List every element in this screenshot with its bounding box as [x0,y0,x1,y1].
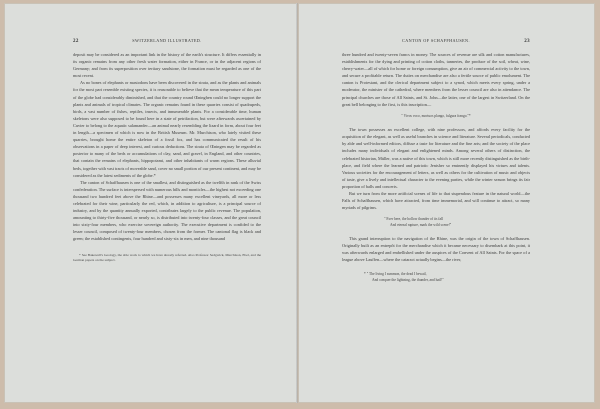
verse-footnote-line: * " The living I summon, the dead I bewail, [364,272,427,277]
page-number: 23 [524,39,530,44]
inscription-text: " Vivos voco, mortuos plango, fulgura frango."* [401,113,471,118]
body-paragraph: As no bones of elephants or mastodons have been discovered in the strata, and as the plants and animals for the most part resemble existing species, it is reasonable to believe that the mean temperature of this part of the globe had considerably diminished, and that the country round Œninghen could no longer support the plants and animals of tropical climates. The organic remains found in these quarries consist of quadrupeds, birds, a vast number of fishes, reptiles, insects, and innumerable plants. For a considerable time, human skeletons were also supposed to be found here in a state of petrifaction, but were afterwards ascertained by Cuvier to belong to the aquatic salamander—an animal nearly resembling the lizard in form, about four feet in length—a specimen of which is now in the British Museum. Mr. Murchison, who lately visited these quarries, brought home the entire skeleton of a fossil fox, and has communicated the result of his observations in a paper of deep interest, and curious deductions. The strata of Œningen may be regarded as posterior to many of the beds or accumulations of clay, sand, and gravel, in England, and other countries, that contain the remains of elephants, hippopotami, and other inhabitants of warm regions. These alluvial beds, together with vast tracts of moveable sand, cover no small portion of our present continent, and may be considered as the latest sediments of the globe.* [73,80,261,178]
page-number: 22 [73,39,79,44]
body-paragraph: The town possesses an excellent college, with nine professors, and affords every facility for the acquisition of the elegant, as well as useful branches in science and literature. Several periodicals, conducted by able and well-informed editors, diffuse a taste for literature and the fine arts; and the society of the place includes many individuals of elegant and enlightened minds. Among several others of distinction, the celebrated historian, Müller, was a native of this town, which is still more recently distinguished as the birth-place, and field where the learned and patriotic Jenisher so eminently displayed his virtues and talents. Various societies for the encouragement of letters, as well as others for the cultivation of music and objects of taste, give a lively and intellectual character to the evening parties, while the winter season brings its fair proportion of balls and concerts. [342,127,530,189]
running-head [73,38,261,45]
verse-line: " Ever here, the hollow thunder of its fall [384,217,444,222]
right-page [342,38,530,283]
verse-footnote [342,272,530,283]
body-paragraph: three hundred and twenty-seven francs in money. The sources of revenue are silk and cotton manufactures, establishments for the dying and printing of cotton cloths, tanneries, the produce of the soil, wheat, wine, cherry-water—all of which for home or foreign consumption, give an air of commercial activity to the town, and secure a profitable return. The duties on merchandise are also a fertile source of public emolument. The canton is Protestant, and the clerical department subject to a synod, which meets every spring, under a moderator, the minister of the cathedral, where members from the lesser council are also in attendance. The principal churches are those of All Saints, and St. John—the latter, one of the largest in Switzerland. On the great bell belonging to the first, is this inscription— [342,52,530,107]
body-paragraph: The canton of Schaffhausen is one of the smallest, and distinguished as the twelfth in rank of the Swiss confederation. The surface is interspersed with numerous hills and monticles—the highest not exceeding one thousand two hundred feet above the Rhine—and possesses many excellent vineyards, all more or less celebrated for their wine, particularly the red, which, in addition to agriculture, is a principal source of industry, and by the quantity annually exported, contributes largely to the public revenue. The population, amounting to thirty-five thousand, or nearly so, is distributed into twenty-four classes, and the great council into sixty-four members, who exercise sovereign authority. The executive department is confided to the lesser council, composed of twenty-four members, chosen from the former. The cantonal flag is black and green; the established contingents, four hundred and sixty-six in men, and nine thousand [73,179,261,242]
body-paragraph: This grand interruption to the navigation of the Rhine, was the origin of the town of Schaffhausen. Originally built as an entrepôt for the merchandise which it became necessary to disembark at this point, it was afterwards enlarged and embellished under the auspices of the Convent of All Saints. For the space of a league above Lauffen—where the cataract actually begins—the river, [342,236,530,263]
running-head-title: CANTON OF SCHAFFHAUSEN. [402,38,470,43]
running-head [342,38,530,45]
verse-quotation [342,217,530,228]
body-paragraph: But we turn from the more artificial scenes of life to that stupendous feature in the natural world—the Falls of Schaffhausen, which have attracted, from time immemorial, and will continue to attract, so many myriads of pilgrims. [342,191,530,211]
verse-line: And eternal rapture, mark the wild scene!" [390,222,452,227]
body-paragraph: deposit may be considered as an important link in the history of the earth's structure. It differs essentially in its organic remains from any other fresh water formation, either in France, or in the adjacent regions of Germany; and from its superposition over tertiary sandstone, the formation must be regarded as one of the most recent. [73,52,261,79]
book-spine [296,3,299,403]
verse-footnote-line: And conquer the lightning, the thunder, and hail!" [372,277,444,282]
footnote: * See Bakewell's Geology, the able work to which we have already referred. Also Professor Sedgwick, Murchison, Ebel, and the German papers on the subject. [73,252,261,263]
bell-inscription [342,114,530,119]
left-page [73,38,261,267]
running-head-title: SWITZERLAND ILLUSTRATED. [132,38,202,43]
